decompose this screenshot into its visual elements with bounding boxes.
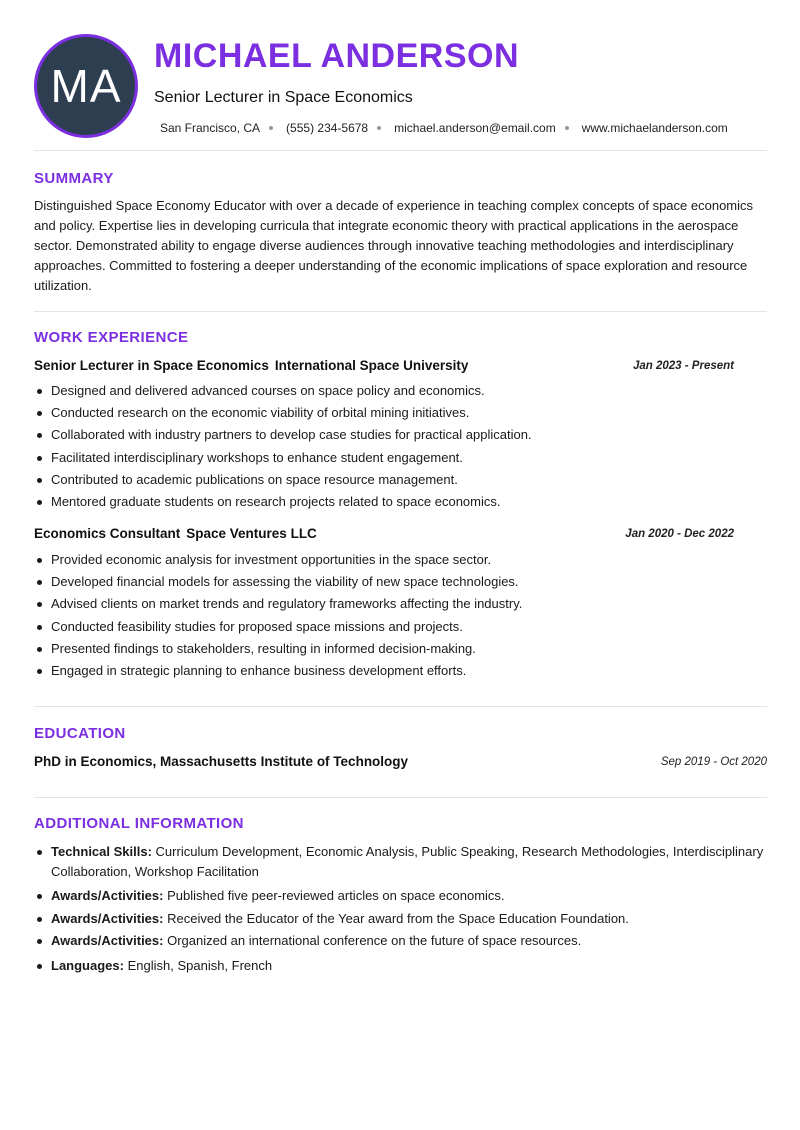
job-header [34, 358, 767, 373]
list-item: Developed financial models for assessing the viability of new space technologies. [34, 571, 767, 593]
separator-dot-icon [377, 126, 381, 130]
candidate-headline: Senior Lecturer in Space Economics [154, 89, 413, 106]
job-dates: Jan 2023 - Present [632, 360, 734, 372]
section-title-education: EDUCATION [34, 725, 126, 742]
section-divider [34, 311, 767, 312]
education-entry [34, 754, 408, 769]
item-text: Organized an international conference on the future of space resources. [167, 933, 582, 948]
separator-dot-icon [565, 126, 569, 130]
item-label: Awards/Activities: [51, 910, 164, 926]
item-label: Languages: [51, 957, 124, 973]
item-text: English, Spanish, French [127, 957, 273, 973]
avatar-initials: MA [50, 60, 122, 112]
avatar [34, 34, 138, 138]
list-item: Collaborated with industry partners to develop case studies for practical application. [34, 424, 767, 446]
section-divider [34, 150, 767, 151]
list-item [34, 956, 767, 976]
job-bullets [34, 549, 767, 682]
resume-header [34, 34, 767, 138]
item-label: Awards/Activities: [51, 888, 164, 903]
list-item [34, 931, 767, 951]
item-text: Received the Educator of the Year award from the Space Education Foundation. [167, 910, 629, 926]
summary-text: Distinguished Space Economy Educator with over a decade of experience in teaching complex concepts of space economics and policy. Expertise lies in developing curricula that integrate economic theory with practical applications in the aerospace sector. Demonstrated ability to engage diverse audiences through innovative teaching methodologies and interdisciplinary approaches. Committed to fostering a deeper understanding of the economic implications of space exploration and resource utilization. [34, 198, 754, 293]
item-text: Published five peer-reviewed articles on space economics. [167, 888, 505, 903]
additional-info-list [34, 842, 767, 978]
list-item [34, 842, 767, 881]
item-label: Awards/Activities: [51, 933, 164, 948]
candidate-name: MICHAEL ANDERSON [154, 37, 520, 75]
contact-location: San Francisco, CA [160, 121, 261, 135]
job-header [34, 526, 767, 541]
list-item [34, 909, 767, 929]
list-item: Facilitated interdisciplinary workshops to enhance student engagement. [34, 447, 767, 469]
item-label: Technical Skills: [51, 844, 152, 859]
item-text: Curriculum Development, Economic Analysis, Public Speaking, Research Methodologies, Interdisciplinary Collaboration, Workshop Facilitation [51, 844, 764, 879]
section-divider [34, 797, 767, 798]
section-title-additional-information: ADDITIONAL INFORMATION [34, 815, 244, 832]
section-title-summary: SUMMARY [34, 170, 114, 187]
list-item: Presented findings to stakeholders, resulting in informed decision-making. [34, 638, 767, 660]
contact-row [160, 121, 728, 135]
list-item: Contributed to academic publications on space resource management. [34, 469, 767, 491]
list-item: Conducted research on the economic viability of orbital mining initiatives. [34, 402, 767, 424]
list-item: Designed and delivered advanced courses on space policy and economics. [34, 380, 767, 402]
list-item: Conducted feasibility studies for proposed space missions and projects. [34, 616, 767, 638]
job-bullets [34, 380, 767, 513]
contact-phone[interactable]: (555) 234-5678 [286, 121, 369, 135]
education-degree: PhD in Economics, Massachusetts Institute of Technology [34, 754, 409, 769]
separator-dot-icon [269, 126, 273, 130]
list-item [34, 886, 767, 906]
education-dates: Sep 2019 - Oct 2020 [660, 756, 767, 768]
contact-email[interactable]: michael.anderson@email.com [394, 121, 556, 135]
job-company: Space Ventures LLC [186, 526, 317, 541]
job-role: Economics Consultant [34, 526, 181, 541]
job-dates: Jan 2020 - Dec 2022 [625, 528, 734, 540]
section-divider [34, 706, 767, 707]
list-item: Advised clients on market trends and regulatory frameworks affecting the industry. [34, 593, 767, 615]
section-title-work-experience: WORK EXPERIENCE [34, 329, 189, 346]
job-role: Senior Lecturer in Space Economics [34, 358, 269, 373]
list-item: Provided economic analysis for investment opportunities in the space sector. [34, 549, 767, 571]
contact-website[interactable]: www.michaelanderson.com [581, 121, 728, 135]
job-company: International Space University [274, 358, 469, 373]
list-item: Mentored graduate students on research projects related to space economics. [34, 491, 767, 513]
list-item: Engaged in strategic planning to enhance business development efforts. [34, 660, 767, 682]
